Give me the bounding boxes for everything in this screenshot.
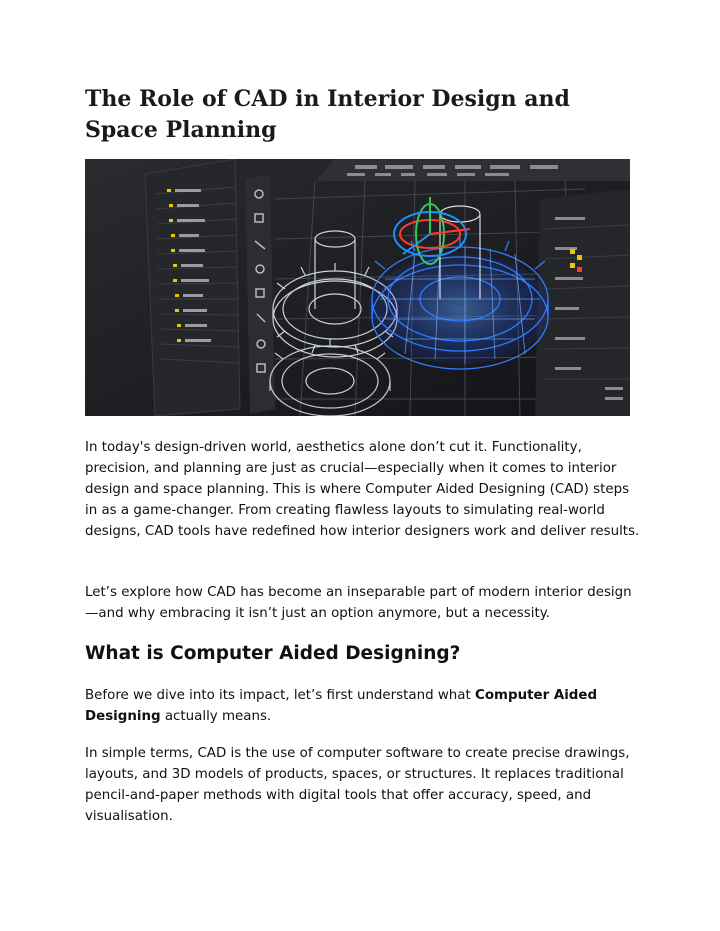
explore-paragraph: Let’s explore how CAD has become an inseparable part of modern interior design—and why embracing it isn’t just an option anymore, but a necessity. [85, 585, 632, 621]
section-intro-before: Before we dive into its impact, let’s first understand what [85, 688, 475, 703]
section-intro-bold-term: Computer Aided Designing [85, 688, 598, 724]
article-title: The Role of CAD in Interior Design and Space Planning [85, 86, 570, 143]
hero-image [85, 159, 630, 416]
section-heading: What is Computer Aided Designing? [85, 643, 461, 664]
cad-software-gears-icon [85, 159, 630, 416]
intro-paragraph: In today's design-driven world, aesthetics alone don’t cut it. Functionality, precision, and planning are just as crucial—especially when it comes to interior design and space planning. This is where Computer Aided Designing (CAD) steps in as a game-changer. From creating flawless layouts to simulating real-world designs, CAD tools have redefined how interior designers work and deliver results. [85, 440, 640, 539]
definition-paragraph: In simple terms, CAD is the use of computer software to create precise drawings, layouts, and 3D models of products, spaces, or structures. It replaces traditional pencil-and-paper methods with digital tools that offer accuracy, speed, and visualisation. [85, 746, 630, 824]
section-intro-paragraph [85, 685, 645, 727]
section-intro-after: actually means. [160, 709, 272, 724]
